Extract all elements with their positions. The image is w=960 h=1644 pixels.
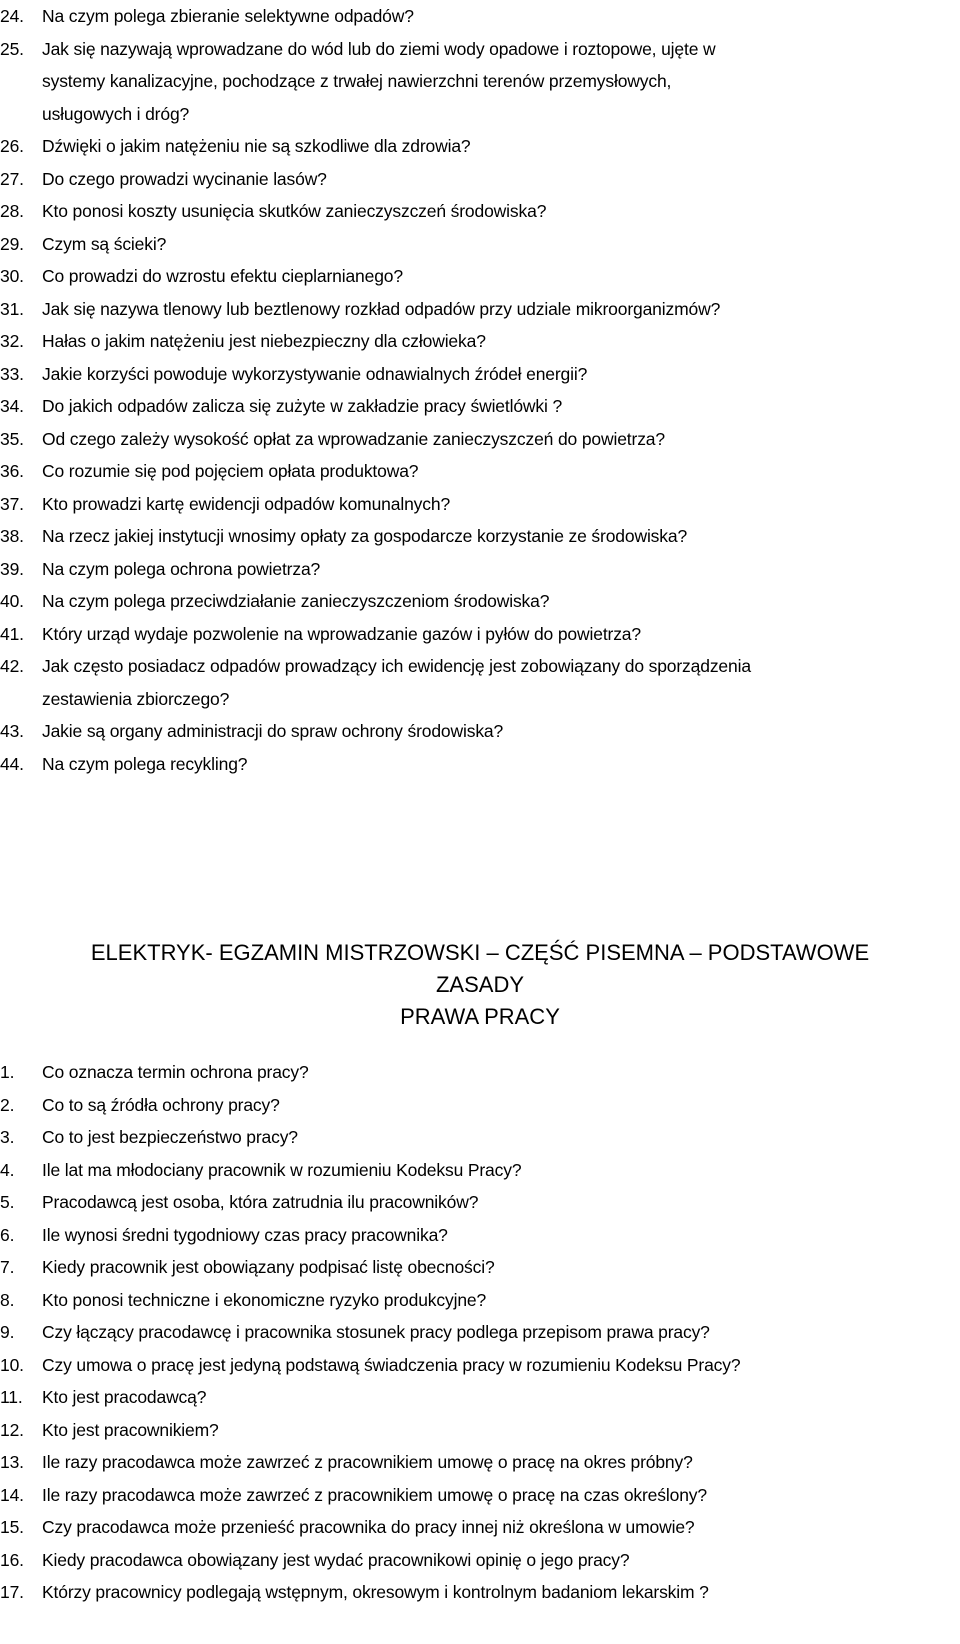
question-text bbox=[42, 1349, 740, 1382]
section-heading-line3: PRAWA PRACY bbox=[400, 1004, 560, 1029]
question-text-line: Jakie są organy administracji do spraw ochrony środowiska? bbox=[42, 721, 504, 741]
question-text bbox=[42, 228, 751, 261]
question-item bbox=[0, 1121, 740, 1154]
question-item bbox=[0, 585, 751, 618]
question-number: 39. bbox=[0, 558, 24, 579]
question-text-line: Co prowadzi do wzrostu efektu cieplarnianego? bbox=[42, 266, 403, 286]
question-text-line: Czy łączący pracodawcę i pracownika stosunek pracy podlega przepisom prawa pracy? bbox=[42, 1322, 710, 1342]
question-item bbox=[0, 1056, 740, 1089]
question-text bbox=[42, 1154, 740, 1187]
question-item bbox=[0, 715, 751, 748]
question-number: 15. bbox=[0, 1517, 24, 1537]
question-number: 30. bbox=[0, 266, 24, 286]
question-number: 40. bbox=[0, 591, 24, 611]
question-text bbox=[42, 1316, 740, 1349]
question-number: 32. bbox=[0, 331, 24, 351]
question-text-line: Ile wynosi średni tygodniowy czas pracy pracownika? bbox=[42, 1224, 448, 1245]
question-text-line: Na czym polega przeciwdziałanie zanieczyszczeniom środowiska? bbox=[42, 591, 550, 611]
question-text-line: Co rozumie się pod pojęciem opłata produktowa? bbox=[42, 461, 419, 481]
question-number: 12. bbox=[0, 1419, 24, 1440]
question-text-line: Ile razy pracodawca może zawrzeć z pracownikiem umowę o pracę na czas określony? bbox=[42, 1484, 707, 1505]
question-number: 41. bbox=[0, 623, 24, 644]
question-item bbox=[0, 358, 751, 391]
question-text bbox=[42, 260, 751, 293]
question-text-line: Kto jest pracownikiem? bbox=[42, 1419, 219, 1440]
question-item bbox=[0, 1479, 740, 1512]
question-text bbox=[42, 390, 751, 423]
question-number: 44. bbox=[0, 753, 24, 774]
question-text bbox=[42, 520, 751, 553]
question-list-environment bbox=[0, 0, 751, 780]
question-number: 27. bbox=[0, 168, 24, 189]
question-text bbox=[42, 1544, 740, 1577]
question-item bbox=[0, 618, 751, 651]
question-item bbox=[0, 748, 751, 781]
question-number: 29. bbox=[0, 233, 24, 254]
question-number: 35. bbox=[0, 428, 24, 449]
question-item bbox=[0, 1511, 740, 1544]
question-text bbox=[42, 585, 751, 618]
question-item bbox=[0, 455, 751, 488]
question-item bbox=[0, 1089, 740, 1122]
question-number: 13. bbox=[0, 1452, 24, 1472]
question-item bbox=[0, 1349, 740, 1382]
question-text-line: Kto jest pracodawcą? bbox=[42, 1387, 207, 1407]
question-item bbox=[0, 1154, 740, 1187]
question-text bbox=[42, 1251, 740, 1284]
question-text-line: Kiedy pracodawca obowiązany jest wydać pracownikowi opinię o jego pracy? bbox=[42, 1549, 630, 1570]
question-item bbox=[0, 1316, 740, 1349]
question-text bbox=[42, 618, 751, 651]
question-text bbox=[42, 1414, 740, 1447]
question-text bbox=[42, 650, 751, 715]
question-text bbox=[42, 293, 751, 326]
question-number: 16. bbox=[0, 1549, 24, 1570]
question-text bbox=[42, 1479, 740, 1512]
question-text-line: Na czym polega ochrona powietrza? bbox=[42, 558, 321, 579]
question-item bbox=[0, 33, 751, 131]
question-text-line: Czym są ścieki? bbox=[42, 233, 167, 254]
question-text bbox=[42, 195, 751, 228]
question-text-line: Jak się nazywają wprowadzane do wód lub do ziemi wody opadowe i roztopowe, ujęte w bbox=[42, 38, 716, 59]
question-number: 7. bbox=[0, 1257, 15, 1277]
question-item bbox=[0, 195, 751, 228]
question-item bbox=[0, 488, 751, 521]
question-number: 2. bbox=[0, 1094, 15, 1115]
question-text-line: Ile lat ma młodociany pracownik w rozumieniu Kodeksu Pracy? bbox=[42, 1159, 522, 1180]
question-text bbox=[42, 1511, 740, 1544]
question-number: 31. bbox=[0, 298, 24, 319]
question-number: 4. bbox=[0, 1159, 15, 1180]
question-text-line: Pracodawcą jest osoba, która zatrudnia ilu pracowników? bbox=[42, 1192, 479, 1212]
question-number: 43. bbox=[0, 721, 24, 741]
question-number: 14. bbox=[0, 1484, 24, 1505]
question-text-line: Czy pracodawca może przenieść pracownika do pracy innej niż określona w umowie? bbox=[42, 1517, 695, 1537]
question-number: 34. bbox=[0, 396, 24, 416]
question-item bbox=[0, 1186, 740, 1219]
question-text-line: Co to jest bezpieczeństwo pracy? bbox=[42, 1127, 298, 1147]
question-text bbox=[42, 1089, 740, 1122]
question-text-line: Którzy pracownicy podlegają wstępnym, okresowym i kontrolnym badaniom lekarskim ? bbox=[42, 1582, 709, 1602]
question-text-line: zestawienia zbiorczego? bbox=[42, 688, 230, 709]
question-list-labor-law bbox=[0, 1056, 740, 1609]
question-number: 25. bbox=[0, 38, 24, 59]
question-number: 3. bbox=[0, 1127, 15, 1147]
question-item bbox=[0, 520, 751, 553]
question-number: 5. bbox=[0, 1192, 15, 1212]
question-text bbox=[42, 455, 751, 488]
question-number: 33. bbox=[0, 363, 24, 384]
question-number: 11. bbox=[0, 1387, 23, 1407]
question-text-line: Kto ponosi koszty usunięcia skutków zanieczyszczeń środowiska? bbox=[42, 201, 547, 221]
question-item bbox=[0, 1446, 740, 1479]
question-text bbox=[42, 748, 751, 781]
question-text bbox=[42, 1446, 740, 1479]
question-number: 17. bbox=[0, 1582, 24, 1602]
question-item bbox=[0, 325, 751, 358]
question-text-line: Czy umowa o pracę jest jedyną podstawą świadczenia pracy w rozumieniu Kodeksu Pracy? bbox=[42, 1354, 741, 1375]
question-item bbox=[0, 0, 751, 33]
question-text-line: Na rzecz jakiej instytucji wnosimy opłaty za gospodarcze korzystanie ze środowiska? bbox=[42, 526, 688, 546]
question-text-line: Jak się nazywa tlenowy lub beztlenowy rozkład odpadów przy udziale mikroorganizmów? bbox=[42, 298, 721, 319]
question-item bbox=[0, 1414, 740, 1447]
question-text bbox=[42, 1186, 740, 1219]
question-text bbox=[42, 1056, 740, 1089]
question-item bbox=[0, 1381, 740, 1414]
question-number: 6. bbox=[0, 1224, 15, 1245]
question-text bbox=[42, 163, 751, 196]
question-text-line: Kiedy pracownik jest obowiązany podpisać listę obecności? bbox=[42, 1257, 495, 1277]
question-item bbox=[0, 1251, 740, 1284]
question-number: 10. bbox=[0, 1354, 24, 1375]
question-item bbox=[0, 1284, 740, 1317]
question-item bbox=[0, 650, 751, 715]
question-text bbox=[42, 1284, 740, 1317]
question-text-line: Na czym polega recykling? bbox=[42, 753, 248, 774]
question-item bbox=[0, 228, 751, 261]
question-text-line: Do czego prowadzi wycinanie lasów? bbox=[42, 168, 327, 189]
question-text-line: Kto ponosi techniczne i ekonomiczne ryzyko produkcyjne? bbox=[42, 1289, 487, 1310]
question-text-line: usługowych i dróg? bbox=[42, 103, 190, 124]
question-text-line: systemy kanalizacyjne, pochodzące z trwałej nawierzchni terenów przemysłowych, bbox=[42, 71, 672, 91]
question-text-line: Dźwięki o jakim natężeniu nie są szkodliwe dla zdrowia? bbox=[42, 136, 471, 156]
question-item bbox=[0, 1576, 740, 1609]
question-text-line: Ile razy pracodawca może zawrzeć z pracownikiem umowę o pracę na okres próbny? bbox=[42, 1452, 693, 1472]
question-text-line: Jakie korzyści powoduje wykorzystywanie odnawialnych źródeł energii? bbox=[42, 363, 588, 384]
question-number: 24. bbox=[0, 6, 24, 26]
question-text-line: Na czym polega zbieranie selektywne odpadów? bbox=[42, 6, 414, 26]
question-item bbox=[0, 260, 751, 293]
question-text bbox=[42, 130, 751, 163]
question-text-line: Hałas o jakim natężeniu jest niebezpieczny dla człowieka? bbox=[42, 331, 486, 351]
section-heading-line2: ZASADY bbox=[435, 972, 525, 997]
question-number: 9. bbox=[0, 1322, 15, 1342]
question-text bbox=[42, 325, 751, 358]
question-item bbox=[0, 1219, 740, 1252]
question-item bbox=[0, 1544, 740, 1577]
question-text bbox=[42, 1121, 740, 1154]
question-item bbox=[0, 390, 751, 423]
question-item bbox=[0, 163, 751, 196]
question-text bbox=[42, 0, 751, 33]
question-text bbox=[42, 1576, 740, 1609]
question-text bbox=[42, 358, 751, 391]
question-text bbox=[42, 423, 751, 456]
question-number: 8. bbox=[0, 1289, 15, 1310]
question-text-line: Który urząd wydaje pozwolenie na wprowadzanie gazów i pyłów do powietrza? bbox=[42, 623, 641, 644]
question-text bbox=[42, 33, 751, 131]
question-number: 28. bbox=[0, 201, 24, 221]
question-text-line: Jak często posiadacz odpadów prowadzący ich ewidencję jest zobowiązany do sporządzenia bbox=[42, 656, 751, 676]
question-text bbox=[42, 1219, 740, 1252]
question-number: 36. bbox=[0, 461, 24, 481]
question-item bbox=[0, 293, 751, 326]
question-number: 1. bbox=[0, 1062, 15, 1082]
question-number: 26. bbox=[0, 136, 24, 156]
question-text bbox=[42, 715, 751, 748]
question-text-line: Co to są źródła ochrony pracy? bbox=[42, 1094, 280, 1115]
question-text bbox=[42, 1381, 740, 1414]
section-heading-line1: ELEKTRYK- EGZAMIN MISTRZOWSKI – CZĘŚĆ PISEMNA – PODSTAWOWE bbox=[90, 940, 870, 965]
question-text bbox=[42, 553, 751, 586]
question-text-line: Kto prowadzi kartę ewidencji odpadów komunalnych? bbox=[42, 493, 451, 514]
section-heading bbox=[0, 937, 960, 1033]
question-text-line: Do jakich odpadów zalicza się zużyte w zakładzie pracy świetlówki ? bbox=[42, 396, 563, 416]
question-number: 37. bbox=[0, 493, 24, 514]
question-text bbox=[42, 488, 751, 521]
question-text-line: Od czego zależy wysokość opłat za wprowadzanie zanieczyszczeń do powietrza? bbox=[42, 428, 665, 449]
question-number: 42. bbox=[0, 656, 24, 676]
question-text-line: Co oznacza termin ochrona pracy? bbox=[42, 1062, 309, 1082]
question-item bbox=[0, 130, 751, 163]
question-item bbox=[0, 423, 751, 456]
question-number: 38. bbox=[0, 526, 24, 546]
question-item bbox=[0, 553, 751, 586]
